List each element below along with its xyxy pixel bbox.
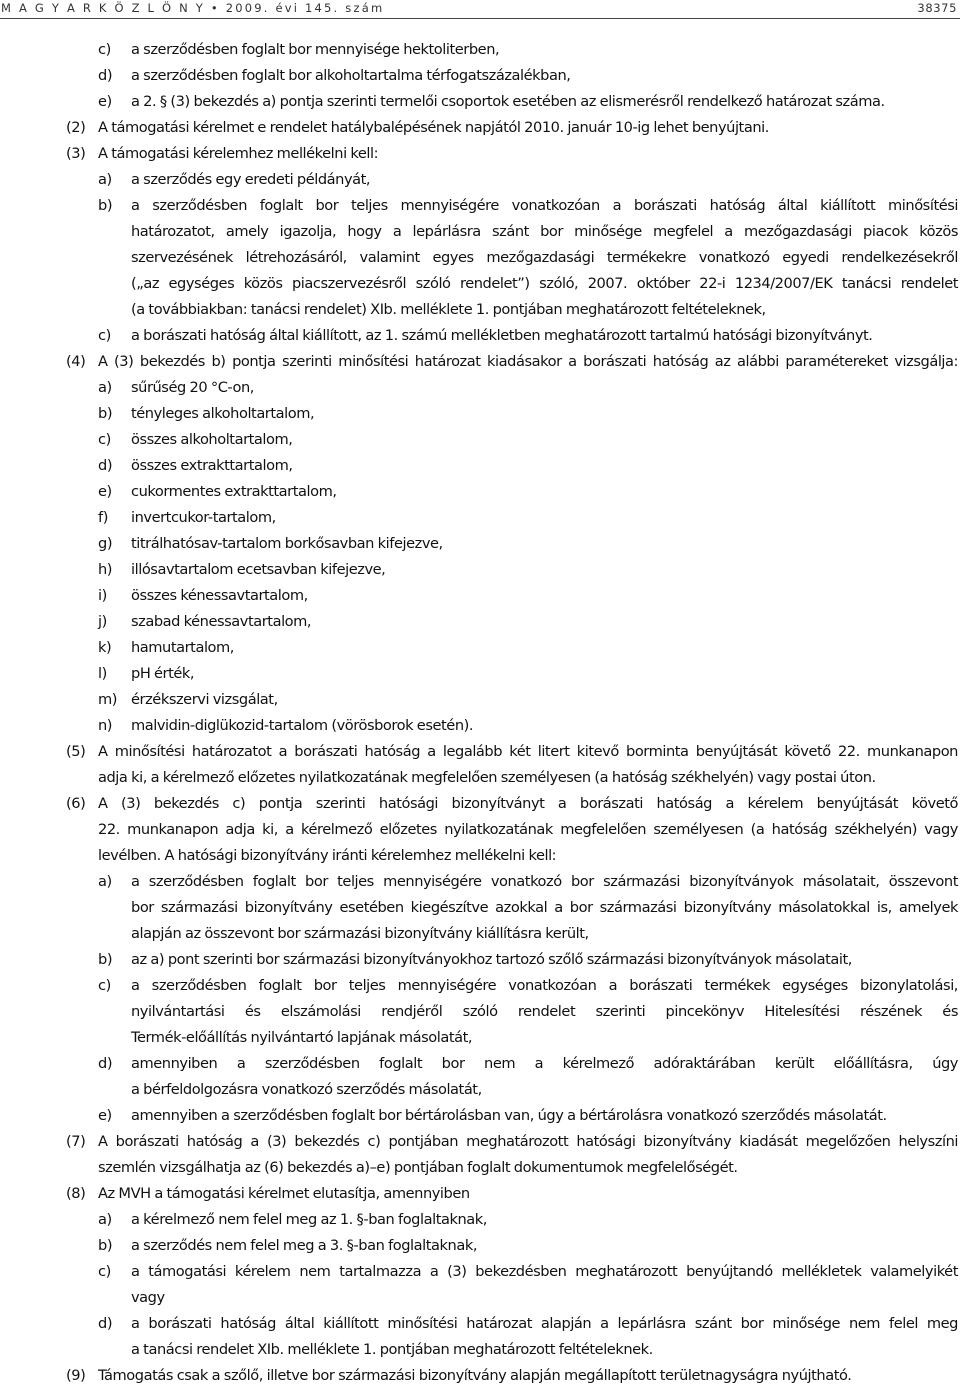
item-letter: b) <box>98 1237 113 1254</box>
item-letter: a) <box>98 379 112 396</box>
item-letter: a) <box>98 873 112 890</box>
item-text: összes extrakttartalom, <box>131 457 293 474</box>
text-line <box>0 1077 960 1103</box>
text-line <box>0 167 960 193</box>
item-letter: n) <box>98 717 113 734</box>
item-letter: b) <box>98 197 113 214</box>
item-letter: e) <box>98 1107 112 1124</box>
text-line <box>0 1155 960 1181</box>
text-line <box>0 505 960 531</box>
item-text: a szerződésben foglalt bor alkoholtartalma térfogatszázalékban, <box>131 67 571 84</box>
item-letter: e) <box>98 483 112 500</box>
item-text: a szerződésben foglalt bor teljes mennyiségére vonatkozó bor származási bizonyítványok másolatait, összevont <box>131 873 958 890</box>
text-line <box>0 531 960 557</box>
item-text: a szerződésben foglalt bor teljes mennyiségére vonatkozóan a borászati termékek egységes bizonylatolási, <box>131 977 958 994</box>
text-line <box>0 921 960 947</box>
item-text: a szerződés nem felel meg a 3. §-ban foglaltaknak, <box>131 1237 478 1254</box>
item-text: cukormentes extrakttartalom, <box>131 483 337 500</box>
text-line <box>0 999 960 1025</box>
paragraph-text: A (3) bekezdés b) pontja szerinti minősítési határozat kiadásakor a borászati hatóság az alábbi paramétereket vizsgálja: <box>98 353 958 370</box>
item-letter: c) <box>98 1263 111 1280</box>
item-letter: b) <box>98 951 113 968</box>
text-line <box>0 1363 960 1389</box>
paragraph-text: A támogatási kérelmet e rendelet hatálybalépésének napjától 2010. január 10-ig lehet benyújtani. <box>98 119 769 136</box>
paragraph-number: (2) <box>66 119 86 136</box>
text-line <box>0 791 960 817</box>
item-text: malvidin-diglükozid-tartalom (vörösborok esetén). <box>131 717 474 734</box>
text-line <box>0 557 960 583</box>
text-line <box>0 843 960 869</box>
paragraph-text: Az MVH a támogatási kérelmet elutasítja, amennyiben <box>98 1185 470 1202</box>
item-text-continuation: szervezésének létrehozásáról, valamint egyes mezőgazdasági termékekre vonatkozó egyedi rendelkezésekről <box>131 249 958 266</box>
text-line <box>0 453 960 479</box>
text-line <box>0 1181 960 1207</box>
text-line <box>0 739 960 765</box>
paragraph-number: (8) <box>66 1185 86 1202</box>
paragraph-number: (7) <box>66 1133 86 1150</box>
item-letter: c) <box>98 327 111 344</box>
text-line <box>0 245 960 271</box>
text-line <box>0 1051 960 1077</box>
item-text: összes kénessavtartalom, <box>131 587 308 604</box>
item-text: a borászati hatóság által kiállított, az 1. számú mellékletben meghatározott tartalmú hatósági bizonyítványt. <box>131 327 873 344</box>
item-text: hamutartalom, <box>131 639 234 656</box>
paragraph-text-continuation: 22. munkanapon adja ki, a kérelmező előzetes nyilatkozatának megfelelően személyesen (a hatóság székhelyén) vagy <box>98 821 958 838</box>
text-line <box>0 583 960 609</box>
item-letter: j) <box>98 613 107 630</box>
item-letter: c) <box>98 977 111 994</box>
text-line <box>0 89 960 115</box>
text-line <box>0 427 960 453</box>
item-text-continuation: („az egységes közös piacszervezésről szóló rendelet”) szóló, 2007. október 22-i 1234/2007/EK tanácsi rendelet <box>131 275 958 292</box>
item-text: a szerződésben foglalt bor mennyisége hektoliterben, <box>131 41 500 58</box>
text-line <box>0 765 960 791</box>
item-text-continuation: nyilvántartási és elszámolási rendjéről szóló rendelet szerinti pincekönyv Hitelesítési részének és <box>131 1003 958 1020</box>
text-line <box>0 947 960 973</box>
text-line <box>0 869 960 895</box>
item-text: a kérelmező nem felel meg az 1. §-ban foglaltaknak, <box>131 1211 487 1228</box>
item-text-continuation: alapján az összevont bor származási bizonyítvány kiállításra került, <box>131 925 589 942</box>
text-line <box>0 609 960 635</box>
item-text: tényleges alkoholtartalom, <box>131 405 315 422</box>
paragraph-text: A borászati hatóság a (3) bekezdés c) pontjában meghatározott hatósági bizonyítvány kiadását megelőzően helyszíni <box>98 1133 958 1150</box>
text-line <box>0 713 960 739</box>
text-line <box>0 1025 960 1051</box>
item-text: összes alkoholtartalom, <box>131 431 293 448</box>
item-text: szabad kénessavtartalom, <box>131 613 312 630</box>
item-text: a 2. § (3) bekezdés a) pontja szerinti termelői csoportok esetében az elismerésről rendelkező határozat száma. <box>131 93 885 110</box>
paragraph-text-continuation: adja ki, a kérelmező előzetes nyilatkozatának megfelelően személyesen (a hatóság székhelyén) vagy postai úton. <box>98 769 876 786</box>
paragraph-number: (6) <box>66 795 86 812</box>
text-line <box>0 1311 960 1337</box>
item-letter: a) <box>98 171 112 188</box>
item-letter: e) <box>98 93 112 110</box>
text-line <box>0 401 960 427</box>
item-text: a borászati hatóság által kiállított minősítési határozat alapján a lepárlásra szánt bor minősége nem felel meg <box>131 1315 958 1332</box>
text-line <box>0 349 960 375</box>
item-letter: g) <box>98 535 113 552</box>
item-letter: d) <box>98 457 113 474</box>
item-letter: i) <box>98 587 107 604</box>
item-letter: a) <box>98 1211 112 1228</box>
text-line <box>0 1207 960 1233</box>
item-text-continuation: a bérfeldolgozásra vonatkozó szerződés másolatát, <box>131 1081 482 1098</box>
item-text-continuation: bor származási bizonyítvány esetében kiegészítve azokkal a bor származási bizonyítvány másolatokkal is, amelyek <box>131 899 958 916</box>
item-letter: c) <box>98 41 111 58</box>
item-text-continuation: határozatot, amely igazolja, hogy a lepárlásra szánt bor minősége megfelel a mezőgazdasági piacok közös <box>131 223 958 240</box>
text-line <box>0 1103 960 1129</box>
text-line <box>0 1233 960 1259</box>
item-text: invertcukor-tartalom, <box>131 509 276 526</box>
item-text-continuation: a tanácsi rendelet XIb. melléklete 1. pontjában meghatározott feltételeknek. <box>131 1341 653 1358</box>
item-text: pH érték, <box>131 665 195 682</box>
item-letter: d) <box>98 67 113 84</box>
document-body <box>0 37 960 1389</box>
text-line <box>0 1285 960 1311</box>
text-line <box>0 1337 960 1363</box>
paragraph-text-continuation: szemlén vizsgálhatja az (6) bekezdés a)–e) pontjában foglalt dokumentumok megfelelőségét. <box>98 1159 738 1176</box>
item-letter: c) <box>98 431 111 448</box>
text-line <box>0 271 960 297</box>
item-text: a szerződés egy eredeti példányát, <box>131 171 371 188</box>
item-text: amennyiben a szerződésben foglalt bor bértárolásban van, úgy a bértárolásra vonatkozó szerződés másolatát. <box>131 1107 887 1124</box>
text-line <box>0 141 960 167</box>
item-letter: l) <box>98 665 107 682</box>
item-letter: d) <box>98 1315 113 1332</box>
item-text: titrálhatósav-tartalom borkősavban kifejezve, <box>131 535 443 552</box>
item-text: a szerződésben foglalt bor teljes mennyiségére vonatkozóan a borászati hatóság által kiállított minősítési <box>131 197 958 214</box>
item-text: az a) pont szerinti bor származási bizonyítványokhoz tartozó szőlő származási bizonyítványok másolatait, <box>131 951 852 968</box>
item-text-continuation: (a továbbiakban: tanácsi rendelet) XIb. melléklete 1. pontjában meghatározott feltételeknek, <box>131 301 766 318</box>
paragraph-number: (5) <box>66 743 86 760</box>
text-line <box>0 297 960 323</box>
paragraph-text: A (3) bekezdés c) pontja szerinti hatósági bizonyítványt a borászati hatóság a kérelem benyújtását követő <box>98 795 958 812</box>
text-line <box>0 973 960 999</box>
paragraph-number: (3) <box>66 145 86 162</box>
text-line <box>0 1129 960 1155</box>
text-line <box>0 37 960 63</box>
text-line <box>0 479 960 505</box>
item-letter: h) <box>98 561 113 578</box>
paragraph-number: (4) <box>66 353 86 370</box>
paragraph-text: A minősítési határozatot a borászati hatóság a legalább két litert kitevő borminta benyújtását követő 22. munkanapon <box>98 743 958 760</box>
text-line <box>0 635 960 661</box>
text-line <box>0 375 960 401</box>
page-number: 38375 <box>917 1 957 15</box>
paragraph-number: (9) <box>66 1367 86 1384</box>
text-line <box>0 661 960 687</box>
header-rule <box>0 18 960 19</box>
item-text-continuation: vagy <box>131 1289 165 1306</box>
item-text: a támogatási kérelem nem tartalmazza a (3) bekezdésben meghatározott benyújtandó mellékletek valamelyikét <box>131 1263 958 1280</box>
text-line <box>0 687 960 713</box>
item-letter: k) <box>98 639 112 656</box>
paragraph-text: Támogatás csak a szőlő, illetve bor származási bizonyítvány alapján megállapított területnagyságra nyújtható. <box>98 1367 852 1384</box>
text-line <box>0 323 960 349</box>
text-line <box>0 1259 960 1285</box>
item-letter: b) <box>98 405 113 422</box>
paragraph-text: A támogatási kérelemhez mellékelni kell: <box>98 145 379 162</box>
text-line <box>0 219 960 245</box>
item-text: sűrűség 20 °C-on, <box>131 379 254 396</box>
item-text-continuation: Termék-előállítás nyilvántartó lapjának másolatát, <box>131 1029 473 1046</box>
text-line <box>0 817 960 843</box>
item-text: amennyiben a szerződésben foglalt bor nem a kérelmező adóraktárában került előállításra, úgy <box>131 1055 958 1072</box>
item-text: illósavtartalom ecetsavban kifejezve, <box>131 561 386 578</box>
text-line <box>0 115 960 141</box>
page-header <box>0 0 960 16</box>
item-text: érzékszervi vizsgálat, <box>131 691 278 708</box>
text-line <box>0 193 960 219</box>
text-line <box>0 63 960 89</box>
item-letter: f) <box>98 509 108 526</box>
paragraph-text-continuation: levélben. A hatósági bizonyítvány iránti kérelemhez mellékelni kell: <box>98 847 557 864</box>
journal-title: M A G Y A R K Ö Z L Ö N Y • 2009. évi 145. szám <box>1 1 385 15</box>
item-letter: d) <box>98 1055 113 1072</box>
item-letter: m) <box>98 691 118 708</box>
text-line <box>0 895 960 921</box>
